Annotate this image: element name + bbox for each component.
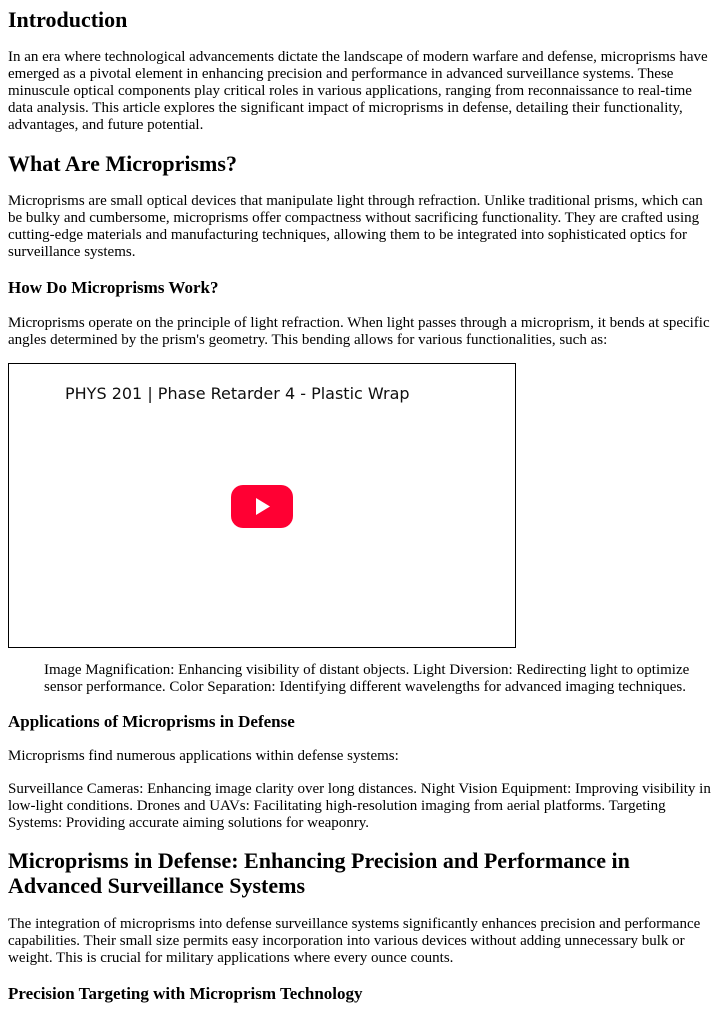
heading-introduction: Introduction <box>8 7 128 32</box>
paragraph-applications-intro: Microprisms find numerous applications within defense systems: <box>8 748 399 764</box>
applications-list: Surveillance Cameras: Enhancing image clarity over long distances. Night Vision Equipment: Improving visibility in low-light conditions. Drones and UAVs: Facilitating high-resolution imaging from aerial platforms. Targeting Systems: Providing accurate aiming solutions for weaponry. <box>8 781 711 831</box>
heading-applications: Applications of Microprisms in Defense <box>8 712 295 731</box>
paragraph-microprisms-in-defense: The integration of microprisms into defense surveillance systems significantly enhances precision and performance capabilities. Their small size permits easy incorporation into various devices without adding unnecessary bulk or weight. This is crucial for military applications where every ounce counts. <box>8 916 701 966</box>
article <box>8 0 712 1004</box>
heading-how-do-microprisms-work: How Do Microprisms Work? <box>8 278 219 297</box>
video-embed[interactable] <box>8 363 516 648</box>
paragraph-introduction: In an era where technological advancements dictate the landscape of modern warfare and defense, microprisms have emerged as a pivotal element in enhancing precision and performance in advanced surveillance systems. These minuscule optical components play critical roles in various applications, ranging from reconnaissance to real-time data analysis. This article explores the significant impact of microprisms in defense, detailing their functionality, advantages, and future potential. <box>8 49 708 133</box>
paragraph-how-do-microprisms-work: Microprisms operate on the principle of light refraction. When light passes through a microprism, it bends at specific angles determined by the prism's geometry. This bending allows for various functionalities, such as: <box>8 315 710 348</box>
functionalities-list: Image Magnification: Enhancing visibility of distant objects. Light Diversion: Redirecting light to optimize sensor performance. Color Separation: Identifying different wavelengths for advanced imaging techniques. <box>44 662 690 695</box>
heading-precision-targeting: Precision Targeting with Microprism Technology <box>8 984 363 1003</box>
heading-what-are-microprisms: What Are Microprisms? <box>8 151 237 176</box>
play-icon <box>231 485 293 528</box>
play-button[interactable] <box>231 485 293 528</box>
paragraph-what-are-microprisms: Microprisms are small optical devices that manipulate light through refraction. Unlike traditional prisms, which can be bulky and cumbersome, microprisms offer compactness without sacrificing functionality. They are crafted using cutting-edge materials and manufacturing techniques, allowing them to be integrated into sophisticated optics for surveillance systems. <box>8 193 703 260</box>
video-title[interactable]: PHYS 201 | Phase Retarder 4 - Plastic Wrap <box>65 384 410 403</box>
heading-microprisms-in-defense: Microprisms in Defense: Enhancing Precision and Performance in Advanced Surveillance Systems <box>8 848 630 898</box>
